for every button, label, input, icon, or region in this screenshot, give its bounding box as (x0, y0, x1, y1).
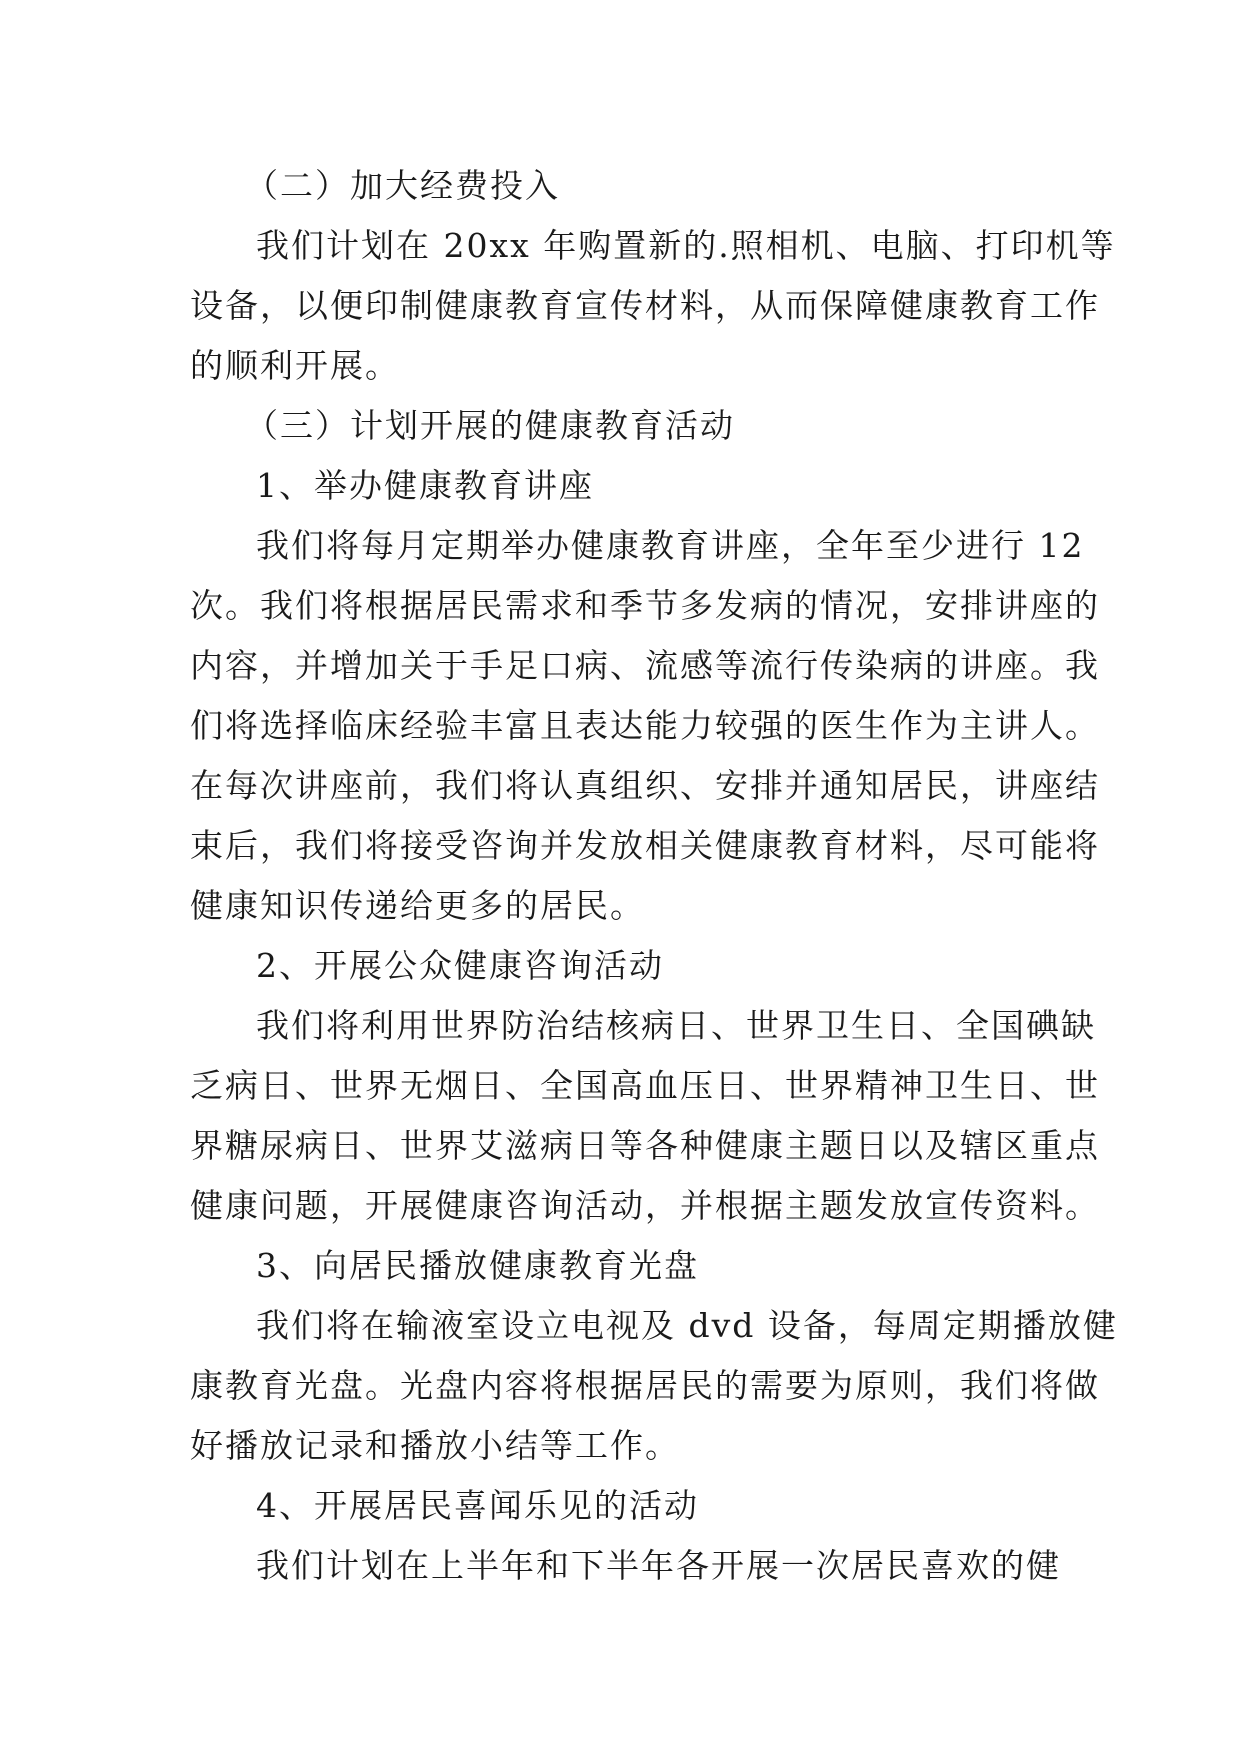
paragraph-line: 内容，并增加关于手足口病、流感等流行传染病的讲座。我 (190, 646, 1100, 685)
subsection-heading: 4、开展居民喜闻乐见的活动 (256, 1486, 699, 1525)
paragraph-line: 我们将在输液室设立电视及 dvd 设备，每周定期播放健 (256, 1306, 1118, 1345)
subsection-heading: 2、开展公众健康咨询活动 (256, 946, 664, 985)
document-body (190, 156, 1118, 1596)
subsection-heading: 1、举办健康教育讲座 (256, 466, 594, 505)
subsection-heading: 3、向居民播放健康教育光盘 (256, 1246, 699, 1285)
paragraph-line: 在每次讲座前，我们将认真组织、安排并通知居民，讲座结 (190, 766, 1100, 805)
paragraph-line: 我们计划在上半年和下半年各开展一次居民喜欢的健 (256, 1546, 1061, 1585)
paragraph-line: 束后，我们将接受咨询并发放相关健康教育材料，尽可能将 (190, 826, 1100, 865)
paragraph-line: 设备，以便印制健康教育宣传材料，从而保障健康教育工作 (190, 286, 1100, 325)
paragraph-line: 乏病日、世界无烟日、全国高血压日、世界精神卫生日、世 (190, 1066, 1100, 1105)
paragraph-line: 的顺利开展。 (190, 346, 400, 385)
paragraph-line: 们将选择临床经验丰富且表达能力较强的医生作为主讲人。 (190, 706, 1100, 745)
paragraph-line: 健康知识传递给更多的居民。 (190, 886, 645, 925)
paragraph-line: 康教育光盘。光盘内容将根据居民的需要为原则，我们将做 (190, 1366, 1100, 1405)
paragraph-line: 我们计划在 20xx 年购置新的.照相机、电脑、打印机等 (256, 226, 1116, 265)
paragraph-line: 界糖尿病日、世界艾滋病日等各种健康主题日以及辖区重点 (190, 1126, 1100, 1165)
section-heading: （三）计划开展的健康教育活动 (245, 406, 735, 445)
paragraph-line: 好播放记录和播放小结等工作。 (190, 1426, 680, 1465)
paragraph-line: 我们将利用世界防治结核病日、世界卫生日、全国碘缺 (256, 1006, 1096, 1045)
paragraph-line: 健康问题，开展健康咨询活动，并根据主题发放宣传资料。 (190, 1186, 1100, 1225)
section-heading: （二）加大经费投入 (245, 166, 560, 205)
paragraph-line: 次。我们将根据居民需求和季节多发病的情况，安排讲座的 (190, 586, 1100, 625)
paragraph-line: 我们将每月定期举办健康教育讲座，全年至少进行 12 (256, 526, 1085, 565)
